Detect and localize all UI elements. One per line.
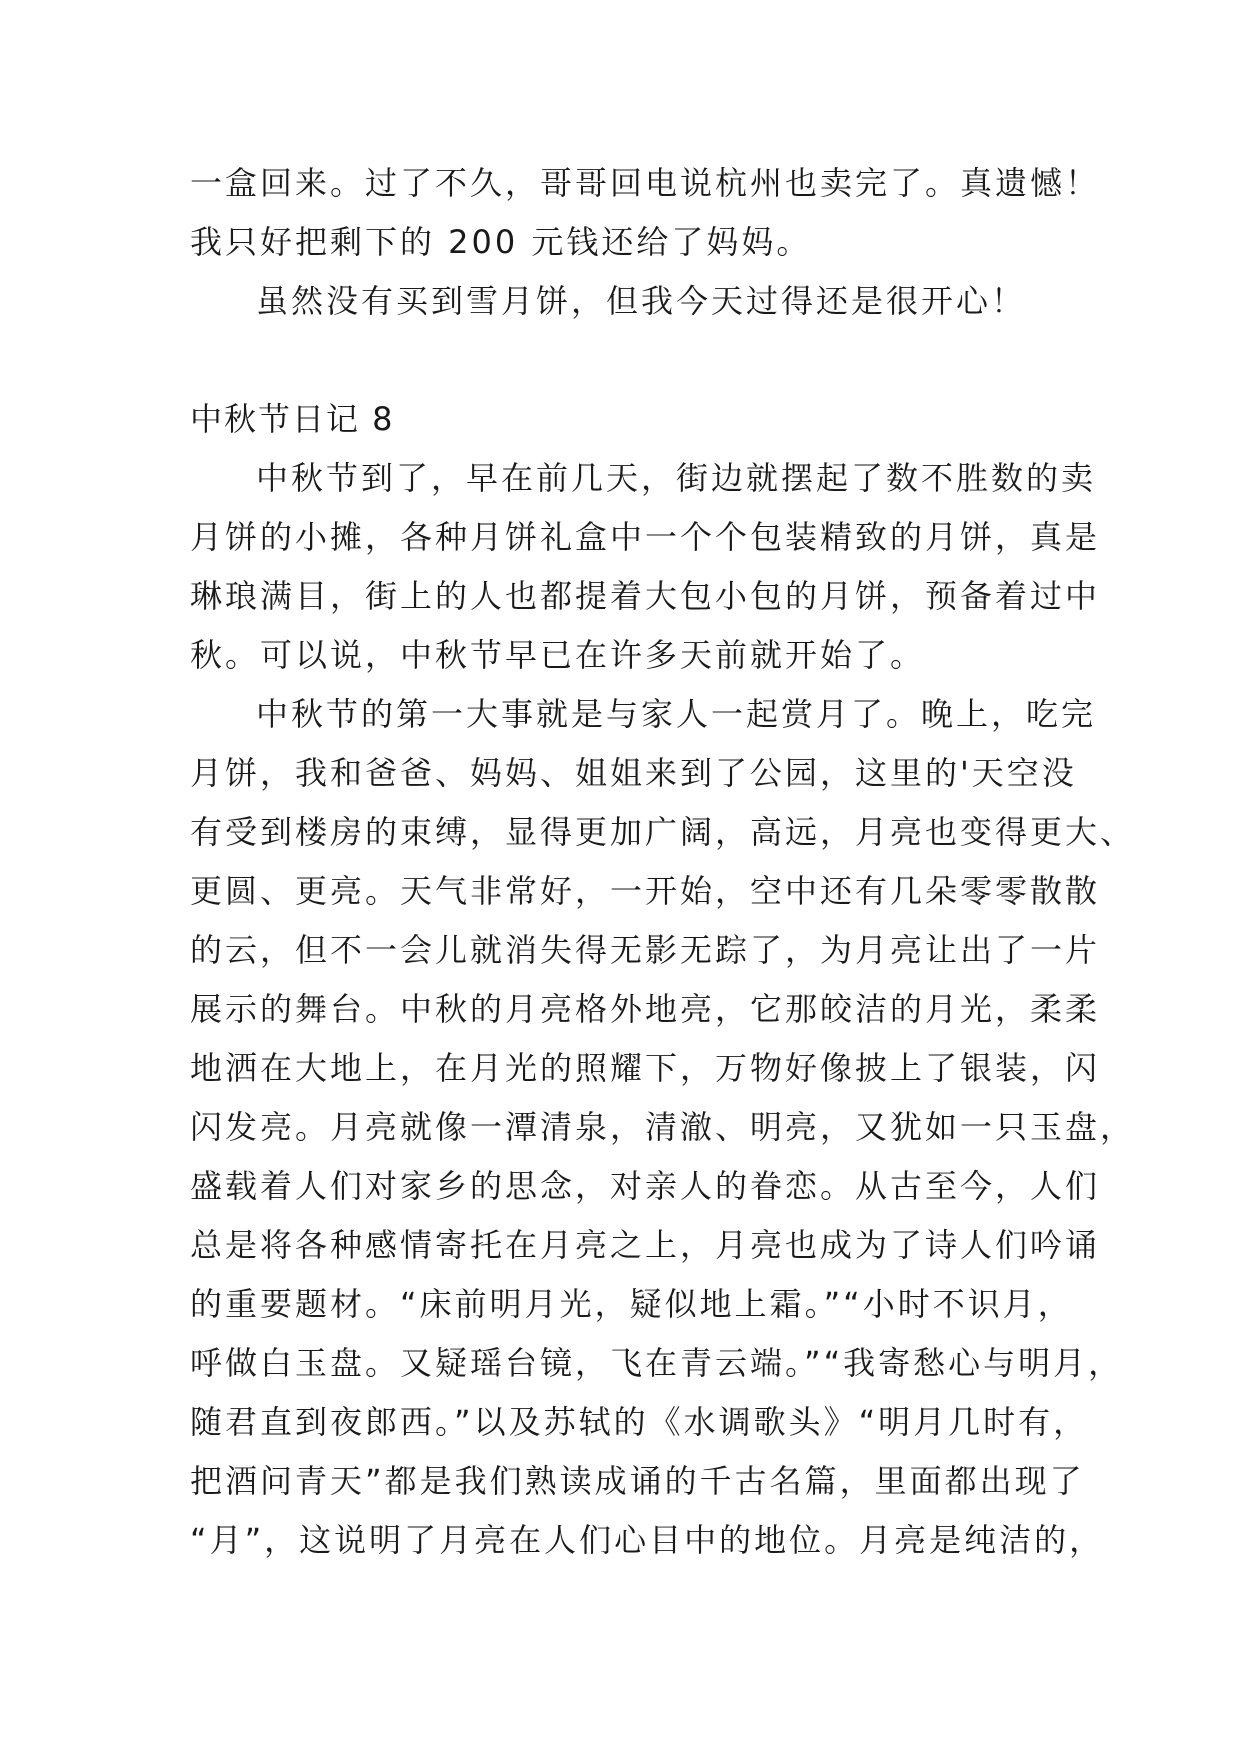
paragraph1-line: 月饼的小摊，各种月饼礼盒中一个个包装精致的月饼，真是 xyxy=(190,518,1101,556)
paragraph2-line: 总是将各种感情寄托在月亮之上，月亮也成为了诗人们吟诵 xyxy=(190,1226,1101,1264)
paragraph2-line: 中秋节的第一大事就是与家人一起赏月了。晚上，吃完 xyxy=(256,695,1097,733)
body-text-line: 一盒回来。过了不久，哥哥回电说杭州也卖完了。真遗憾！ xyxy=(190,164,1101,202)
paragraph1-line: 秋。可以说，中秋节早已在许多天前就开始了。 xyxy=(190,636,926,674)
closing-line: 虽然没有买到雪月饼，但我今天过得还是很开心！ xyxy=(256,282,1027,320)
paragraph2-line: 展示的舞台。中秋的月亮格外地亮，它那皎洁的月光，柔柔 xyxy=(190,990,1101,1028)
paragraph1-line: 琳琅满目，街上的人也都提着大包小包的月饼，预备着过中 xyxy=(190,577,1101,615)
paragraph2-line: 盛载着人们对家乡的思念，对亲人的眷恋。从古至今，人们 xyxy=(190,1167,1101,1205)
paragraph1-line: 中秋节到了，早在前几天，街边就摆起了数不胜数的卖 xyxy=(256,459,1097,497)
paragraph2-line: “月”，这说明了月亮在人们心目中的地位。月亮是纯洁的， xyxy=(190,1521,1105,1559)
paragraph2-line: 月饼，我和爸爸、妈妈、姐姐来到了公园，这里的'天空没 xyxy=(190,754,1077,792)
paragraph2-line: 呼做白玉盘。又疑瑶台镜，飞在青云端。”“我寄愁心与明月， xyxy=(190,1344,1124,1382)
paragraph2-line: 随君直到夜郎西。”以及苏轼的《水调歌头》“明月几时有， xyxy=(190,1403,1089,1441)
blank-line xyxy=(190,331,1050,390)
paragraph2-line: 地洒在大地上，在月光的照耀下，万物好像披上了银装，闪 xyxy=(190,1049,1101,1087)
paragraph2-line: 有受到楼房的束缚，显得更加广阔，高远，月亮也变得更大、 xyxy=(190,813,1136,851)
paragraph2-line: 闪发亮。月亮就像一潭清泉，清澈、明亮，又犹如一只玉盘， xyxy=(190,1108,1136,1146)
paragraph2-line: 的重要题材。“床前明月光，疑似地上霜。”“小时不识月， xyxy=(190,1285,1073,1323)
body-text-line: 我只好把剩下的 200 元钱还给了妈妈。 xyxy=(190,223,812,261)
paragraph2-line: 把酒问青天”都是我们熟读成诵的千古名篇，里面都出现了 xyxy=(190,1462,1085,1500)
paragraph2-line: 的云，但不一会儿就消失得无影无踪了，为月亮让出了一片 xyxy=(190,931,1101,969)
document-body xyxy=(190,154,1136,1570)
section-title: 中秋节日记 8 xyxy=(190,400,395,438)
paragraph2-line: 更圆、更亮。天气非常好，一开始，空中还有几朵零零散散 xyxy=(190,872,1101,910)
